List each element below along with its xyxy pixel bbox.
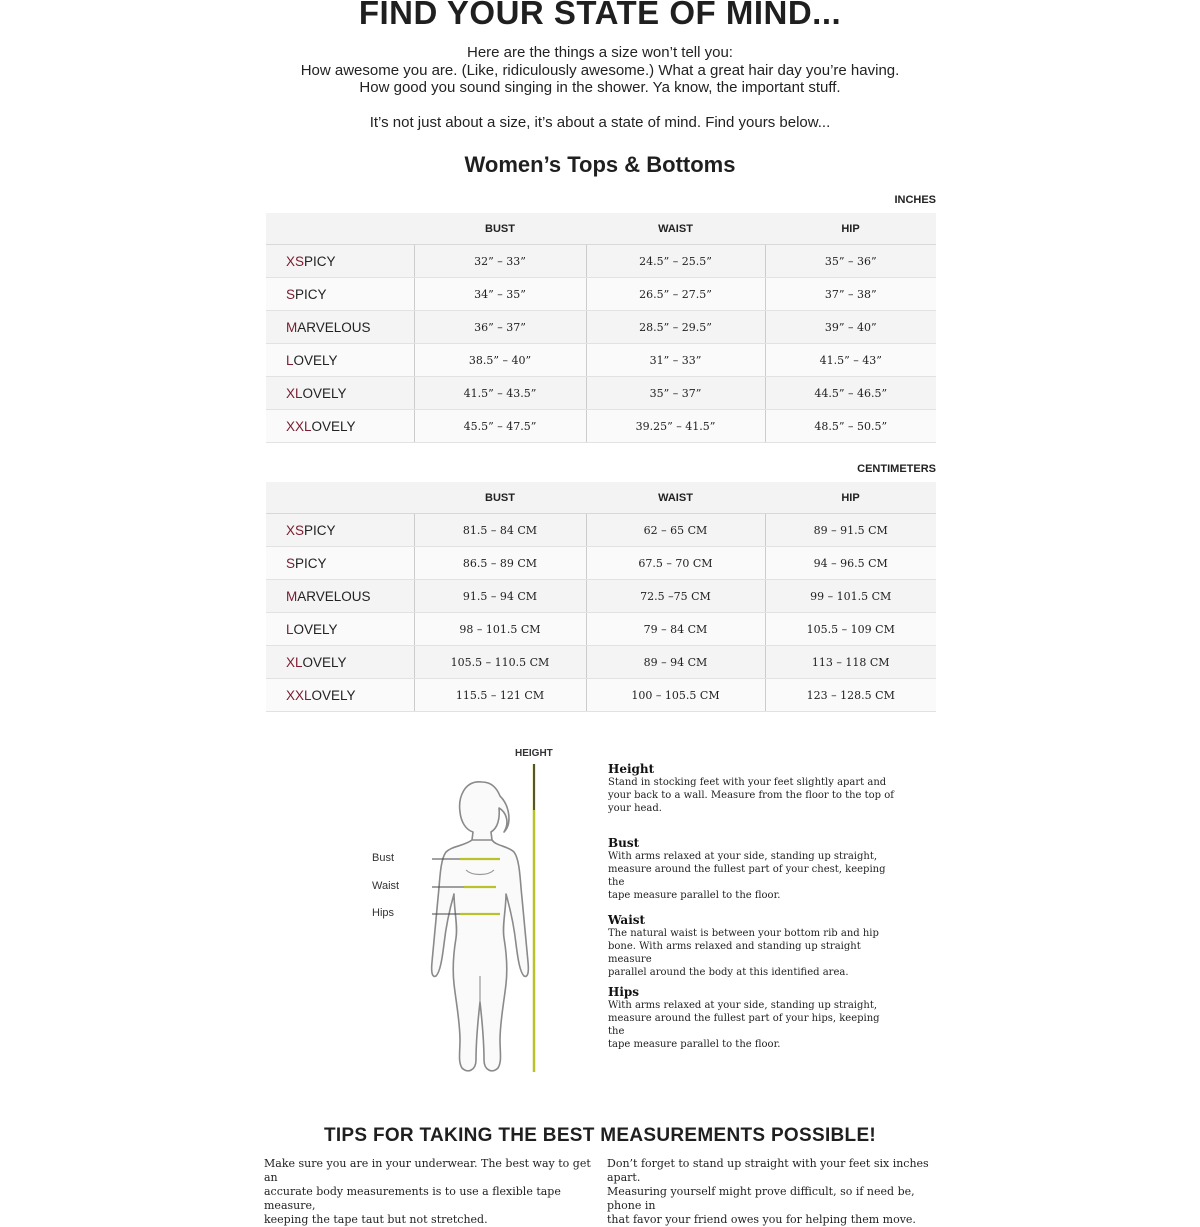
table-row (266, 580, 936, 613)
waist-cell: 72.5 –75 CM (586, 580, 765, 613)
waist-cell: 31” – 33” (586, 344, 765, 377)
unit-label-centimeters: CENTIMETERS (857, 463, 936, 475)
column-header-bust: BUST (414, 482, 586, 514)
size-name: SPICY (266, 278, 414, 311)
tips-left (264, 1157, 594, 1227)
header-empty (266, 213, 414, 245)
hips-text-line: With arms relaxed at your side, standing up straight, (608, 1000, 878, 1011)
column-header-waist: WAIST (586, 213, 765, 245)
hip-cell: 48.5” – 50.5” (765, 410, 936, 443)
table-row (266, 311, 936, 344)
table-row (266, 278, 936, 311)
waist-instructions (608, 913, 898, 979)
bust-cell: 45.5” – 47.5” (414, 410, 586, 443)
column-header-waist: WAIST (586, 482, 765, 514)
bust-cell: 36” – 37” (414, 311, 586, 344)
intro-line-3: How good you sound singing in the shower. Ya know, the important stuff. (359, 79, 841, 96)
size-name: XXLOVELY (266, 679, 414, 712)
waist-cell: 28.5” – 29.5” (586, 311, 765, 344)
tip-line: keeping the tape taut but not stretched. (264, 1213, 488, 1226)
waist-cell: 67.5 – 70 CM (586, 547, 765, 580)
bust-cell: 98 – 101.5 CM (414, 613, 586, 646)
height-text-line: Stand in stocking feet with your feet slightly apart and (608, 777, 887, 788)
size-name: MARVELOUS (266, 311, 414, 344)
size-name: XXLOVELY (266, 410, 414, 443)
bust-cell: 41.5” – 43.5” (414, 377, 586, 410)
waist-cell: 24.5” – 25.5” (586, 245, 765, 278)
size-name: XLOVELY (266, 377, 414, 410)
tips-right (607, 1157, 937, 1227)
waist-cell: 35” – 37” (586, 377, 765, 410)
height-label: HEIGHT (515, 748, 553, 759)
column-header-hip: HIP (765, 213, 936, 245)
tip-line: Don’t forget to stand up straight with your feet six inches apart. (607, 1157, 929, 1184)
hip-cell: 105.5 – 109 CM (765, 613, 936, 646)
table-row (266, 679, 936, 712)
size-name: XLOVELY (266, 646, 414, 679)
hips-text-line: measure around the fullest part of your hips, keeping the (608, 1013, 880, 1037)
hip-cell: 35” – 36” (765, 245, 936, 278)
bust-text-line: With arms relaxed at your side, standing up straight, (608, 851, 878, 862)
page-title: FIND YOUR STATE OF MIND... (358, 0, 842, 31)
hip-cell: 99 – 101.5 CM (765, 580, 936, 613)
table-row (266, 344, 936, 377)
bust-text-line: measure around the fullest part of your chest, keeping the (608, 864, 886, 888)
header-empty (266, 482, 414, 514)
tip-line: accurate body measurements is to use a flexible tape measure, (264, 1185, 561, 1212)
waist-cell: 89 – 94 CM (586, 646, 765, 679)
table-row (266, 514, 936, 547)
table-row (266, 377, 936, 410)
size-name: LOVELY (266, 613, 414, 646)
hip-cell: 94 – 96.5 CM (765, 547, 936, 580)
waist-text-line: parallel around the body at this identified area. (608, 967, 849, 978)
waist-title: Waist (608, 913, 646, 927)
bust-instructions (608, 836, 898, 902)
bust-cell: 105.5 – 110.5 CM (414, 646, 586, 679)
hip-cell: 41.5” – 43” (765, 344, 936, 377)
tip-line: Make sure you are in your underwear. The best way to get an (264, 1157, 591, 1184)
bust-title: Bust (608, 836, 640, 850)
height-instructions (608, 762, 898, 815)
hips-instructions (608, 985, 898, 1051)
size-name: LOVELY (266, 344, 414, 377)
column-header-hip: HIP (765, 482, 936, 514)
hip-cell: 113 – 118 CM (765, 646, 936, 679)
size-name: MARVELOUS (266, 580, 414, 613)
waist-cell: 100 – 105.5 CM (586, 679, 765, 712)
bust-label: Bust (372, 852, 395, 864)
tips-title: TIPS FOR TAKING THE BEST MEASUREMENTS POSSIBLE! (323, 1125, 877, 1146)
waist-cell: 26.5” – 27.5” (586, 278, 765, 311)
size-name: XSPICY (266, 514, 414, 547)
height-text-line: your back to a wall. Measure from the floor to the top of (608, 790, 894, 801)
hip-cell: 123 – 128.5 CM (765, 679, 936, 712)
tip-line: Measuring yourself might prove difficult, so if need be, phone in (607, 1185, 915, 1212)
bust-text-line: tape measure parallel to the floor. (608, 890, 781, 901)
bust-cell: 32” – 33” (414, 245, 586, 278)
waist-cell: 39.25” – 41.5” (586, 410, 765, 443)
waist-cell: 79 – 84 CM (586, 613, 765, 646)
hips-title: Hips (608, 985, 640, 999)
size-name: XSPICY (266, 245, 414, 278)
table-header-row (266, 213, 936, 245)
intro-line-1: Here are the things a size won’t tell you: (467, 44, 733, 61)
intro-tagline: It’s not just about a size, it’s about a state of mind. Find yours below... (369, 114, 831, 131)
tip-line: that favor your friend owes you for helping them move. (607, 1213, 916, 1226)
bust-cell: 91.5 – 94 CM (414, 580, 586, 613)
bust-cell: 86.5 – 89 CM (414, 547, 586, 580)
hip-cell: 89 – 91.5 CM (765, 514, 936, 547)
size-name: SPICY (266, 547, 414, 580)
unit-label-inches: INCHES (894, 194, 936, 206)
waist-cell: 62 – 65 CM (586, 514, 765, 547)
column-header-bust: BUST (414, 213, 586, 245)
table-header-row (266, 482, 936, 514)
hip-cell: 39” – 40” (765, 311, 936, 344)
inches-size-table (266, 213, 936, 443)
table-row (266, 410, 936, 443)
waist-label: Waist (372, 880, 400, 892)
table-row (266, 547, 936, 580)
bust-cell: 115.5 – 121 CM (414, 679, 586, 712)
bust-cell: 81.5 – 84 CM (414, 514, 586, 547)
table-row (266, 646, 936, 679)
hips-text-line: tape measure parallel to the floor. (608, 1039, 781, 1050)
section-title: Women’s Tops & Bottoms (464, 152, 736, 177)
bust-cell: 38.5” – 40” (414, 344, 586, 377)
waist-text-line: The natural waist is between your bottom rib and hip (608, 928, 879, 939)
hip-cell: 44.5” – 46.5” (765, 377, 936, 410)
head-outline (460, 782, 509, 843)
table-row (266, 613, 936, 646)
hip-cell: 37” – 38” (765, 278, 936, 311)
table-row (266, 245, 936, 278)
hips-label: Hips (372, 907, 395, 919)
cm-size-table (266, 482, 936, 712)
intro-line-2: How awesome you are. (Like, ridiculously awesome.) What a great hair day you’re having. (300, 62, 900, 79)
height-text-line: your head. (608, 803, 662, 814)
waist-text-line: bone. With arms relaxed and standing up straight measure (608, 941, 861, 965)
bust-cell: 34” – 35” (414, 278, 586, 311)
height-title: Height (608, 762, 655, 776)
